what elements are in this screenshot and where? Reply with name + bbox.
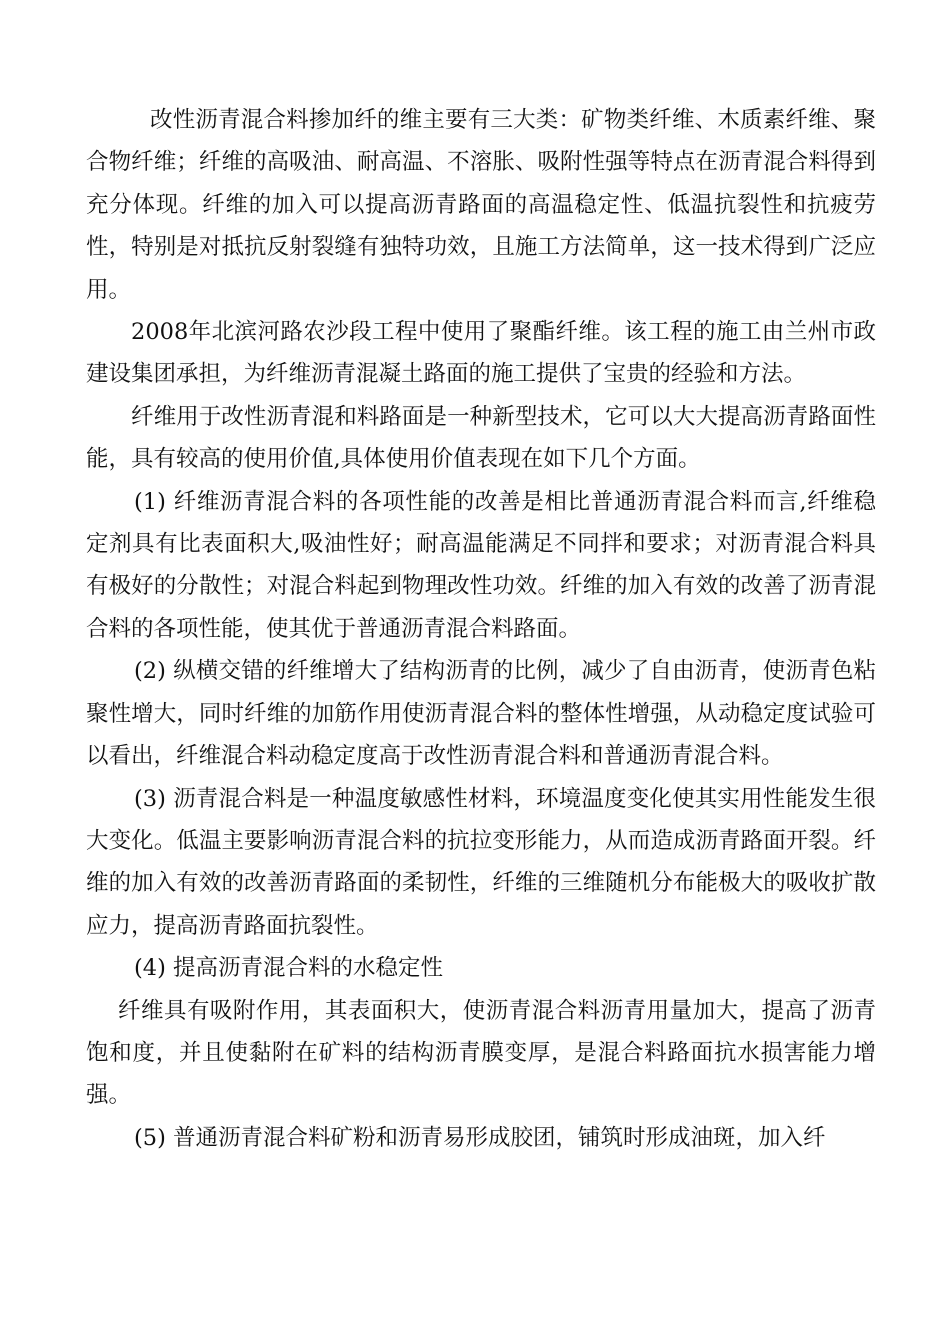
paragraph-value-intro: 纤维用于改性沥青混和料路面是一种新型技术，它可以大大提高沥青路面性能，具有较高的使用价值,具体使用价值表现在如下几个方面。 <box>86 403 876 473</box>
paragraph-project-2008: 2008年北滨河路农沙段工程中使用了聚酯纤维。该工程的施工由兰州市政建设集团承担，为纤维沥青混凝土路面的施工提供了宝贵的经验和方法。 <box>86 319 876 388</box>
list-item-1: (1) 纤维沥青混合料的各项性能的改善是相比普通沥青混合料而言,纤维稳定剂具有比表面积大,吸油性好；耐高温能满足不同拌和要求；对沥青混合料具有极好的分散性；对混合料起到物理改性功效。纤维的加入有效的改善了沥青混合料的各项性能，使其优于普通沥青混合料路面。 <box>86 488 876 642</box>
paragraph-water-stability: 纤维具有吸附作用，其表面积大，使沥青混合料沥青用量加大，提高了沥青饱和度，并且使黏附在矿料的结构沥青膜变厚，是混合料路面抗水损害能力增强。 <box>86 997 876 1109</box>
list-item-2: (2) 纵横交错的纤维增大了结构沥青的比例，减少了自由沥青，使沥青色粘聚性增大，同时纤维的加筋作用使沥青混合料的整体性增强，从动稳定度试验可以看出，纤维混合料动稳定度高于改性沥青混合料和普通沥青混合料。 <box>86 658 876 770</box>
list-item-3: (3) 沥青混合料是一种温度敏感性材料，环境温度变化使其实用性能发生很大变化。低温主要影响沥青混合料的抗拉变形能力，从而造成沥青路面开裂。纤维的加入有效的改善沥青路面的柔韧性，纤维的三维随机分布能极大的吸收扩散应力，提高沥青路面抗裂性。 <box>86 785 876 939</box>
paragraph-fiber-types: 改性沥青混合料掺加纤的维主要有三大类：矿物类纤维、木质素纤维、聚合物纤维；纤维的高吸油、耐高温、不溶胀、吸附性强等特点在沥青混合料得到充分体现。纤维的加入可以提高沥青路面的高温稳定性、低温抗裂性和抗疲劳性，特别是对抵抗反射裂缝有独特功效，且施工方法简单，这一技术得到广泛应用。 <box>86 107 876 303</box>
body-text <box>86 99 876 1159</box>
list-item-4-heading: (4) 提高沥青混合料的水稳定性 <box>134 955 444 982</box>
list-item-5: (5) 普通沥青混合料矿粉和沥青易形成胶团，铺筑时形成油斑，加入纤 <box>134 1124 826 1151</box>
